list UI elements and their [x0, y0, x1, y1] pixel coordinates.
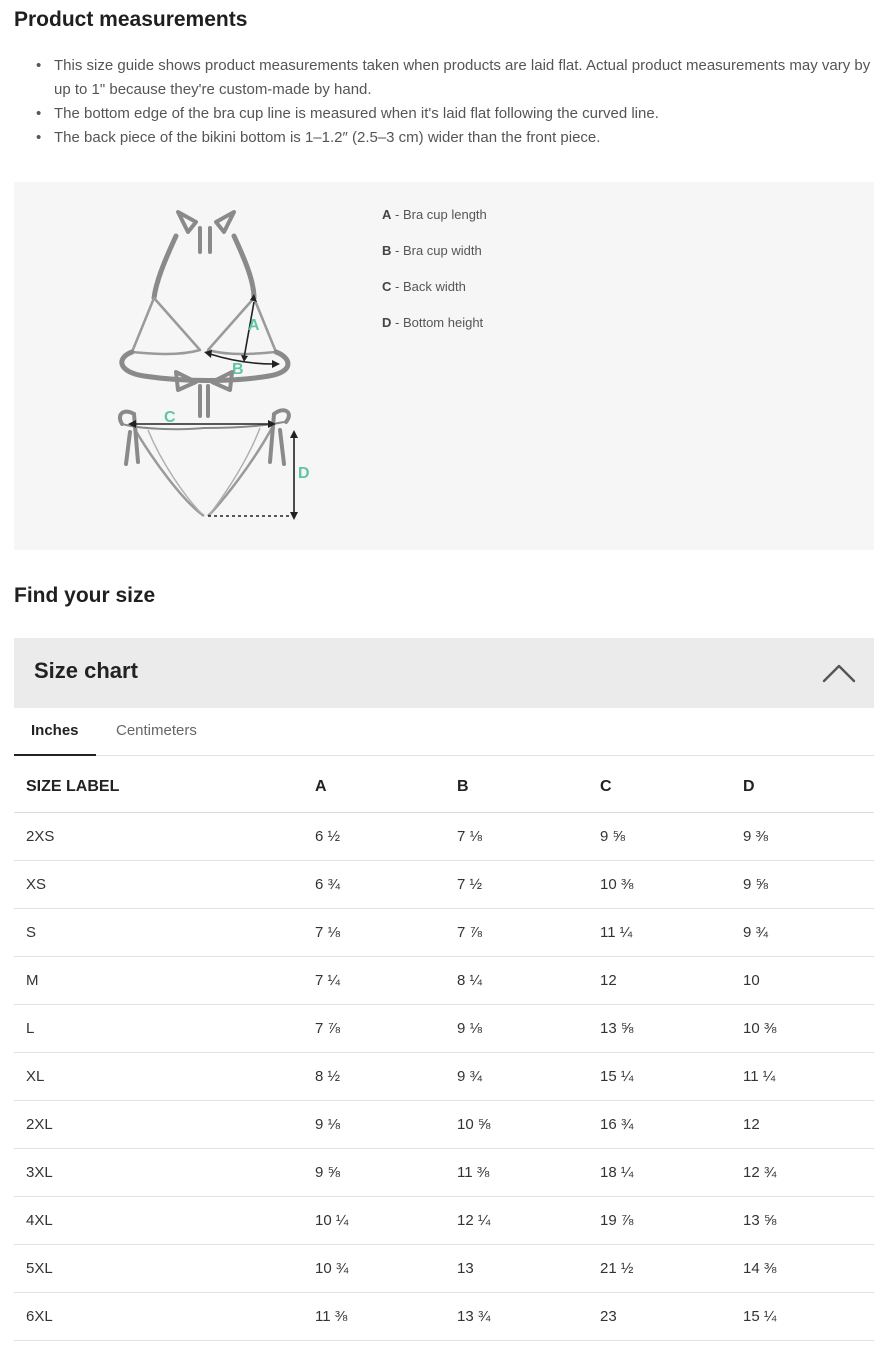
table-row: [14, 860, 874, 908]
cell-b: 12 ¼: [445, 1196, 588, 1244]
table-row: [14, 908, 874, 956]
measurement-legend: [382, 206, 487, 350]
cell-a: 11 ⅜: [303, 1292, 445, 1340]
note-item: • This size guide shows product measurements taken when products are laid flat. Actual product measurements may vary by up to 1" because they're custom-made by hand.: [36, 54, 876, 102]
cell-size-label: M: [14, 956, 303, 1004]
legend-item-b: B - Bra cup width: [382, 243, 482, 258]
cell-b: 9 ¾: [445, 1052, 588, 1100]
bikini-measurement-illustration: [104, 202, 324, 532]
cell-size-label: S: [14, 908, 303, 956]
size-chart-title: Size chart: [34, 658, 138, 683]
cell-a: 6 ½: [303, 812, 445, 860]
table-row: [14, 1004, 874, 1052]
unit-tabs: [14, 708, 874, 756]
cell-d: 15 ¼: [731, 1292, 874, 1340]
cell-a: 8 ½: [303, 1052, 445, 1100]
table-header-row: [14, 762, 874, 812]
cell-size-label: XS: [14, 860, 303, 908]
legend-item-a: A - Bra cup length: [382, 207, 487, 222]
cell-b: 13: [445, 1244, 588, 1292]
cell-size-label: XL: [14, 1052, 303, 1100]
cell-c: 13 ⅝: [588, 1004, 731, 1052]
cell-d: 9 ⅜: [731, 812, 874, 860]
legend-item-d: D - Bottom height: [382, 315, 484, 330]
cell-b: 11 ⅜: [445, 1148, 588, 1196]
cell-b: 7 ⅛: [445, 812, 588, 860]
cell-c: 19 ⅞: [588, 1196, 731, 1244]
cell-b: 10 ⅝: [445, 1100, 588, 1148]
cell-c: 16 ¾: [588, 1100, 731, 1148]
cell-size-label: 4XL: [14, 1196, 303, 1244]
legend-item-c: C - Back width: [382, 279, 466, 294]
size-chart-table: [14, 762, 874, 1341]
cell-size-label: 2XS: [14, 812, 303, 860]
cell-a: 10 ¾: [303, 1244, 445, 1292]
measurement-diagram-panel: [14, 182, 874, 550]
chevron-up-icon[interactable]: [822, 662, 856, 684]
cell-c: 9 ⅝: [588, 812, 731, 860]
cell-c: 21 ½: [588, 1244, 731, 1292]
column-header-c: C: [588, 762, 731, 812]
tab-inches[interactable]: Inches: [14, 708, 96, 756]
column-header-a: A: [303, 762, 445, 812]
page-title: Product measurements: [14, 8, 248, 31]
cell-d: 9 ⅝: [731, 860, 874, 908]
marker-a-label: A: [248, 317, 260, 334]
column-header-d: D: [731, 762, 874, 812]
table-row: [14, 1292, 874, 1340]
cell-size-label: 3XL: [14, 1148, 303, 1196]
table-row: [14, 812, 874, 860]
cell-c: 11 ¼: [588, 908, 731, 956]
cell-d: 14 ⅜: [731, 1244, 874, 1292]
cell-d: 13 ⅝: [731, 1196, 874, 1244]
cell-b: 13 ¾: [445, 1292, 588, 1340]
cell-d: 11 ¼: [731, 1052, 874, 1100]
note-item: • The back piece of the bikini bottom is 1–1.2″ (2.5–3 cm) wider than the front piece.: [36, 126, 876, 150]
column-header-b: B: [445, 762, 588, 812]
cell-size-label: 2XL: [14, 1100, 303, 1148]
marker-b-label: B: [232, 361, 244, 378]
column-header-size-label: SIZE LABEL: [14, 762, 303, 812]
table-row: [14, 1052, 874, 1100]
cell-c: 18 ¼: [588, 1148, 731, 1196]
table-row: [14, 1148, 874, 1196]
cell-b: 8 ¼: [445, 956, 588, 1004]
cell-c: 23: [588, 1292, 731, 1340]
cell-b: 7 ⅞: [445, 908, 588, 956]
cell-a: 9 ⅝: [303, 1148, 445, 1196]
marker-c-label: C: [164, 409, 176, 426]
cell-a: 9 ⅛: [303, 1100, 445, 1148]
cell-b: 7 ½: [445, 860, 588, 908]
cell-c: 12: [588, 956, 731, 1004]
cell-c: 15 ¼: [588, 1052, 731, 1100]
size-chart-accordion-header[interactable]: [14, 638, 874, 708]
tab-centimeters[interactable]: Centimeters: [116, 722, 197, 739]
measurement-notes: [36, 54, 876, 150]
cell-a: 7 ¼: [303, 956, 445, 1004]
table-row: [14, 1196, 874, 1244]
table-row: [14, 956, 874, 1004]
cell-size-label: 5XL: [14, 1244, 303, 1292]
cell-d: 12: [731, 1100, 874, 1148]
table-row: [14, 1244, 874, 1292]
cell-a: 10 ¼: [303, 1196, 445, 1244]
cell-c: 10 ⅜: [588, 860, 731, 908]
cell-d: 10: [731, 956, 874, 1004]
marker-d-label: D: [298, 465, 310, 482]
cell-size-label: L: [14, 1004, 303, 1052]
note-item: • The bottom edge of the bra cup line is measured when it's laid flat following the curved line.: [36, 102, 876, 126]
cell-d: 9 ¾: [731, 908, 874, 956]
cell-a: 7 ⅞: [303, 1004, 445, 1052]
table-row: [14, 1100, 874, 1148]
cell-a: 7 ⅛: [303, 908, 445, 956]
cell-d: 10 ⅜: [731, 1004, 874, 1052]
find-size-heading: Find your size: [14, 584, 156, 607]
cell-b: 9 ⅛: [445, 1004, 588, 1052]
cell-d: 12 ¾: [731, 1148, 874, 1196]
cell-a: 6 ¾: [303, 860, 445, 908]
cell-size-label: 6XL: [14, 1292, 303, 1340]
